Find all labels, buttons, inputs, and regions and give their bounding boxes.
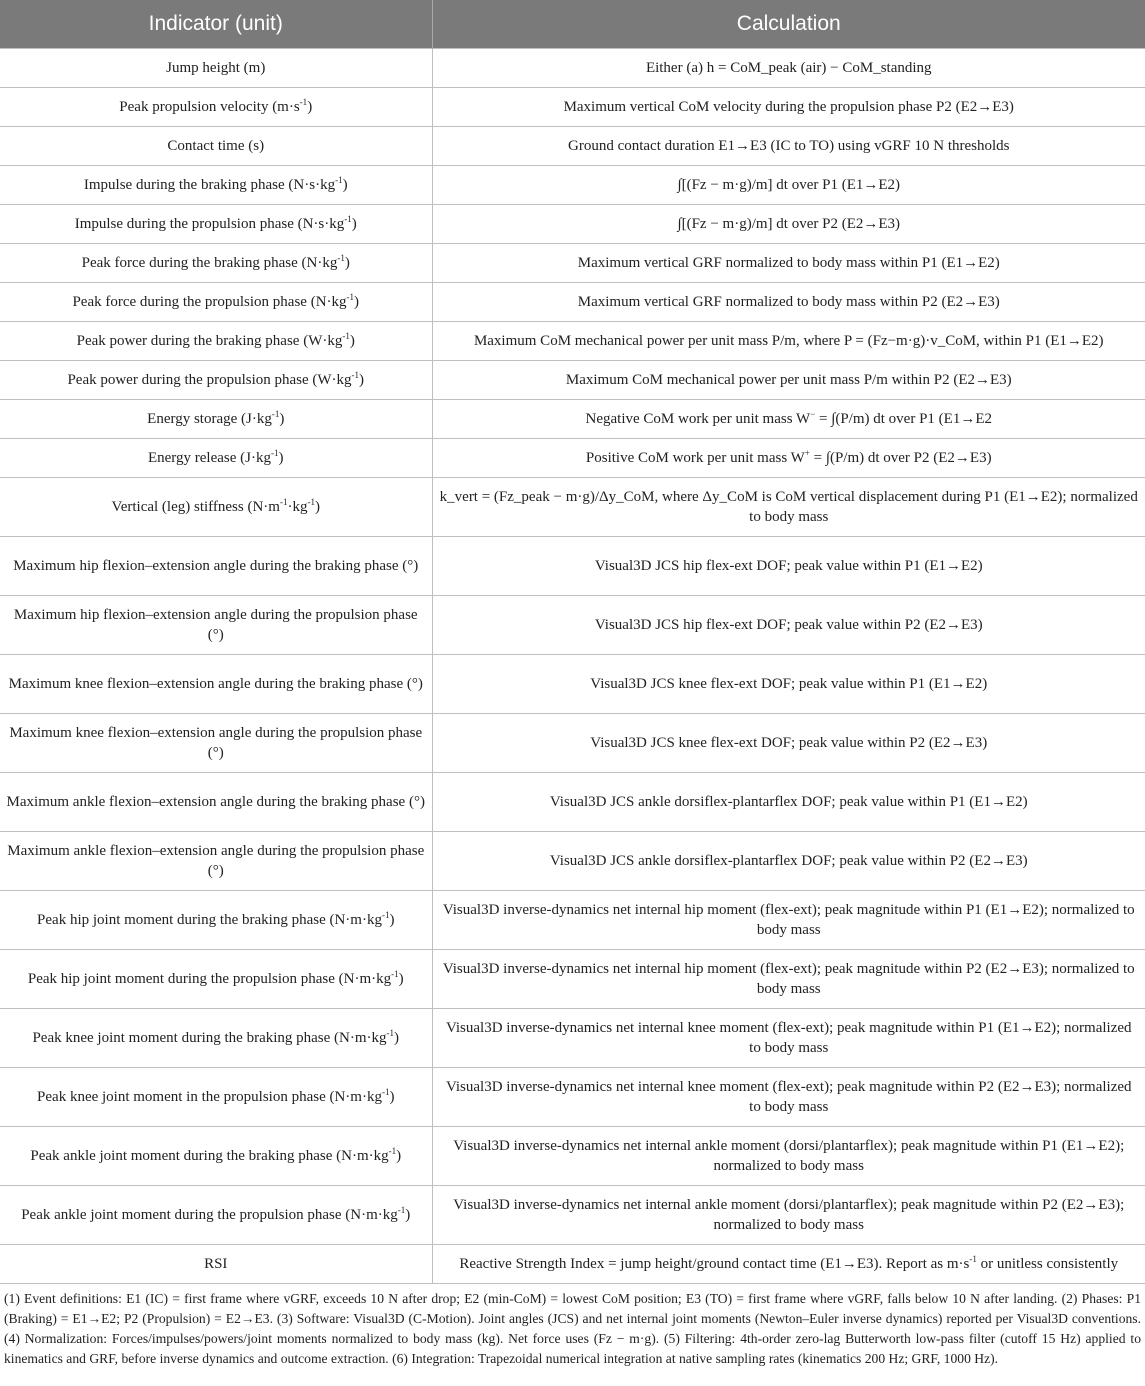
calculation-cell: Visual3D JCS knee flex-ext DOF; peak value within P2 (E2→E3) xyxy=(432,714,1145,773)
table-row xyxy=(0,322,1145,361)
indicator-cell: Peak ankle joint moment during the braking phase $(N\cdot m\cdot kg^{-1})$ xyxy=(0,1127,432,1186)
indicator-cell: RSI xyxy=(0,1245,432,1284)
indicator-cell: Maximum hip flexion–extension angle during the braking phase (°) xyxy=(0,537,432,596)
calculation-cell: Either (a) h = CoM_peak (air) − CoM_standing xyxy=(432,49,1145,88)
indicator-cell: Peak hip joint moment during the propulsion phase $(N\cdot m\cdot kg^{-1})$ xyxy=(0,950,432,1009)
calculation-cell: Negative CoM work per unit mass W− = ∫(P/m) dt over P1 (E1→E2 xyxy=(432,400,1145,439)
calculation-cell: Maximum vertical GRF normalized to body mass within P2 (E2→E3) xyxy=(432,283,1145,322)
calculation-cell: Reactive Strength Index = jump height/ground contact time (E1→E3). Report as $m\cdot s^{-1}$ or unitless consistently xyxy=(432,1245,1145,1284)
table-row xyxy=(0,400,1145,439)
calculation-cell: Maximum vertical CoM velocity during the propulsion phase P2 (E2→E3) xyxy=(432,88,1145,127)
calculation-cell: ∫[(Fz − m·g)/m] dt over P1 (E1→E2) xyxy=(432,166,1145,205)
indicator-cell: Impulse during the braking phase $(N\cdot s\cdot kg^{-1})$ xyxy=(0,166,432,205)
table-row xyxy=(0,244,1145,283)
indicator-cell: Peak force during the propulsion phase $(N\cdot kg^{-1})$ xyxy=(0,283,432,322)
table-row xyxy=(0,166,1145,205)
indicator-cell: Contact time (s) xyxy=(0,127,432,166)
table-header-row xyxy=(0,0,1145,49)
indicator-cell: Impulse during the propulsion phase $(N\cdot s\cdot kg^{-1})$ xyxy=(0,205,432,244)
calculation-cell: Visual3D JCS ankle dorsiflex-plantarflex DOF; peak value within P2 (E2→E3) xyxy=(432,832,1145,891)
indicator-cell: Vertical (leg) stiffness $(N\cdot m^{-1}\cdot kg^{-1})$ xyxy=(0,478,432,537)
table-row xyxy=(0,950,1145,1009)
header-calculation: Calculation xyxy=(432,0,1145,49)
table-row xyxy=(0,655,1145,714)
table-row xyxy=(0,439,1145,478)
table-row xyxy=(0,205,1145,244)
calculation-cell: Positive CoM work per unit mass W+ = ∫(P/m) dt over P2 (E2→E3) xyxy=(432,439,1145,478)
table-body xyxy=(0,49,1145,1284)
table-row xyxy=(0,1009,1145,1068)
indicator-cell: Peak propulsion velocity $(m\cdot s^{-1})$ xyxy=(0,88,432,127)
calculation-cell: Visual3D inverse-dynamics net internal ankle moment (dorsi/plantarflex); peak magnitude within P2 (E2→E3); normalized to body mass xyxy=(432,1186,1145,1245)
calculation-cell: Visual3D JCS hip flex-ext DOF; peak value within P1 (E1→E2) xyxy=(432,537,1145,596)
calculation-cell: Maximum CoM mechanical power per unit mass P/m within P2 (E2→E3) xyxy=(432,361,1145,400)
calculation-cell: Visual3D inverse-dynamics net internal hip moment (flex-ext); peak magnitude within P1 (E1→E2); normalized to body mass xyxy=(432,891,1145,950)
table-row xyxy=(0,596,1145,655)
indicator-cell: Peak power during the propulsion phase $(W\cdot kg^{-1})$ xyxy=(0,361,432,400)
table-row xyxy=(0,1245,1145,1284)
table-row xyxy=(0,537,1145,596)
calculation-cell: Ground contact duration E1→E3 (IC to TO) using vGRF 10 N thresholds xyxy=(432,127,1145,166)
indicator-cell: Peak knee joint moment in the propulsion phase $(N\cdot m\cdot kg^{-1})$ xyxy=(0,1068,432,1127)
indicator-cell: Maximum knee flexion–extension angle during the braking phase (°) xyxy=(0,655,432,714)
calculation-cell: Visual3D inverse-dynamics net internal knee moment (flex-ext); peak magnitude within P2 (E2→E3); normalized to body mass xyxy=(432,1068,1145,1127)
calculation-cell: k_vert = (Fz_peak − m·g)/Δy_CoM, where Δy_CoM is CoM vertical displacement during P1 (E1→E2); normalized to body mass xyxy=(432,478,1145,537)
table-row xyxy=(0,49,1145,88)
indicator-cell: Peak force during the braking phase $(N\cdot kg^{-1})$ xyxy=(0,244,432,283)
indicator-cell: Energy storage $(J\cdot kg^{-1})$ xyxy=(0,400,432,439)
calculation-cell: Visual3D JCS ankle dorsiflex-plantarflex DOF; peak value within P1 (E1→E2) xyxy=(432,773,1145,832)
calculation-cell: Maximum CoM mechanical power per unit mass P/m, where P = (Fz−m·g)·v_CoM, within P1 (E1→E2) xyxy=(432,322,1145,361)
indicator-cell: Peak ankle joint moment during the propulsion phase $(N\cdot m\cdot kg^{-1})$ xyxy=(0,1186,432,1245)
table-row xyxy=(0,1068,1145,1127)
table-row xyxy=(0,361,1145,400)
indicator-cell: Peak power during the braking phase $(W\cdot kg^{-1})$ xyxy=(0,322,432,361)
header-indicator: Indicator (unit) xyxy=(0,0,432,49)
table-row xyxy=(0,88,1145,127)
table-row xyxy=(0,773,1145,832)
indicator-cell: Peak hip joint moment during the braking phase $(N\cdot m\cdot kg^{-1})$ xyxy=(0,891,432,950)
indicator-cell: Jump height (m) xyxy=(0,49,432,88)
indicator-cell: Maximum ankle flexion–extension angle during the braking phase (°) xyxy=(0,773,432,832)
indicator-cell: Energy release $(J\cdot kg^{-1})$ xyxy=(0,439,432,478)
calculation-cell: Visual3D JCS hip flex-ext DOF; peak value within P2 (E2→E3) xyxy=(432,596,1145,655)
table-row xyxy=(0,714,1145,773)
table-row xyxy=(0,1186,1145,1245)
calculation-cell: Visual3D inverse-dynamics net internal hip moment (flex-ext); peak magnitude within P2 (E2→E3); normalized to body mass xyxy=(432,950,1145,1009)
table-footnote: (1) Event definitions: E1 (IC) = first frame where vGRF, exceeds 10 N after drop; E2 (min-CoM) = lowest CoM position; E3 (TO) = first frame where vGRF, falls below 10 N after landing. (2) Phases: P1 (Braking) = E1→E2; P2 (Propulsion) = E2→E3. (3) Software: Visual3D (C-Motion). Joint angles (JCS) and net internal joint moments (Newton–Euler inverse dynamics) reported per Visual3D conventions. (4) Normalization: Forces/impulses/powers/joint moments normalized to body mass (kg). Net force uses (Fz − m·g). (5) Filtering: 4th-order zero-lag Butterworth low-pass filter (cutoff 15 Hz) applied to kinematics and GRF, before inverse dynamics and outcome extraction. (6) Integration: Trapezoidal numerical integration at native sampling rates (kinematics 200 Hz; GRF, 1000 Hz). xyxy=(4,1291,1141,1366)
indicator-cell: Maximum ankle flexion–extension angle during the propulsion phase (°) xyxy=(0,832,432,891)
indicator-cell: Maximum knee flexion–extension angle during the propulsion phase (°) xyxy=(0,714,432,773)
calculation-cell: Visual3D inverse-dynamics net internal knee moment (flex-ext); peak magnitude within P1 (E1→E2); normalized to body mass xyxy=(432,1009,1145,1068)
table-row xyxy=(0,478,1145,537)
calculation-cell: Visual3D JCS knee flex-ext DOF; peak value within P1 (E1→E2) xyxy=(432,655,1145,714)
calculation-cell: Maximum vertical GRF normalized to body mass within P1 (E1→E2) xyxy=(432,244,1145,283)
indicator-cell: Peak knee joint moment during the braking phase $(N\cdot m\cdot kg^{-1})$ xyxy=(0,1009,432,1068)
table-row xyxy=(0,832,1145,891)
table-row xyxy=(0,127,1145,166)
calculation-cell: Visual3D inverse-dynamics net internal ankle moment (dorsi/plantarflex); peak magnitude within P1 (E1→E2); normalized to body mass xyxy=(432,1127,1145,1186)
calculation-cell: ∫[(Fz − m·g)/m] dt over P2 (E2→E3) xyxy=(432,205,1145,244)
table-row xyxy=(0,283,1145,322)
table-row xyxy=(0,1127,1145,1186)
table-row xyxy=(0,891,1145,950)
indicator-cell: Maximum hip flexion–extension angle during the propulsion phase (°) xyxy=(0,596,432,655)
